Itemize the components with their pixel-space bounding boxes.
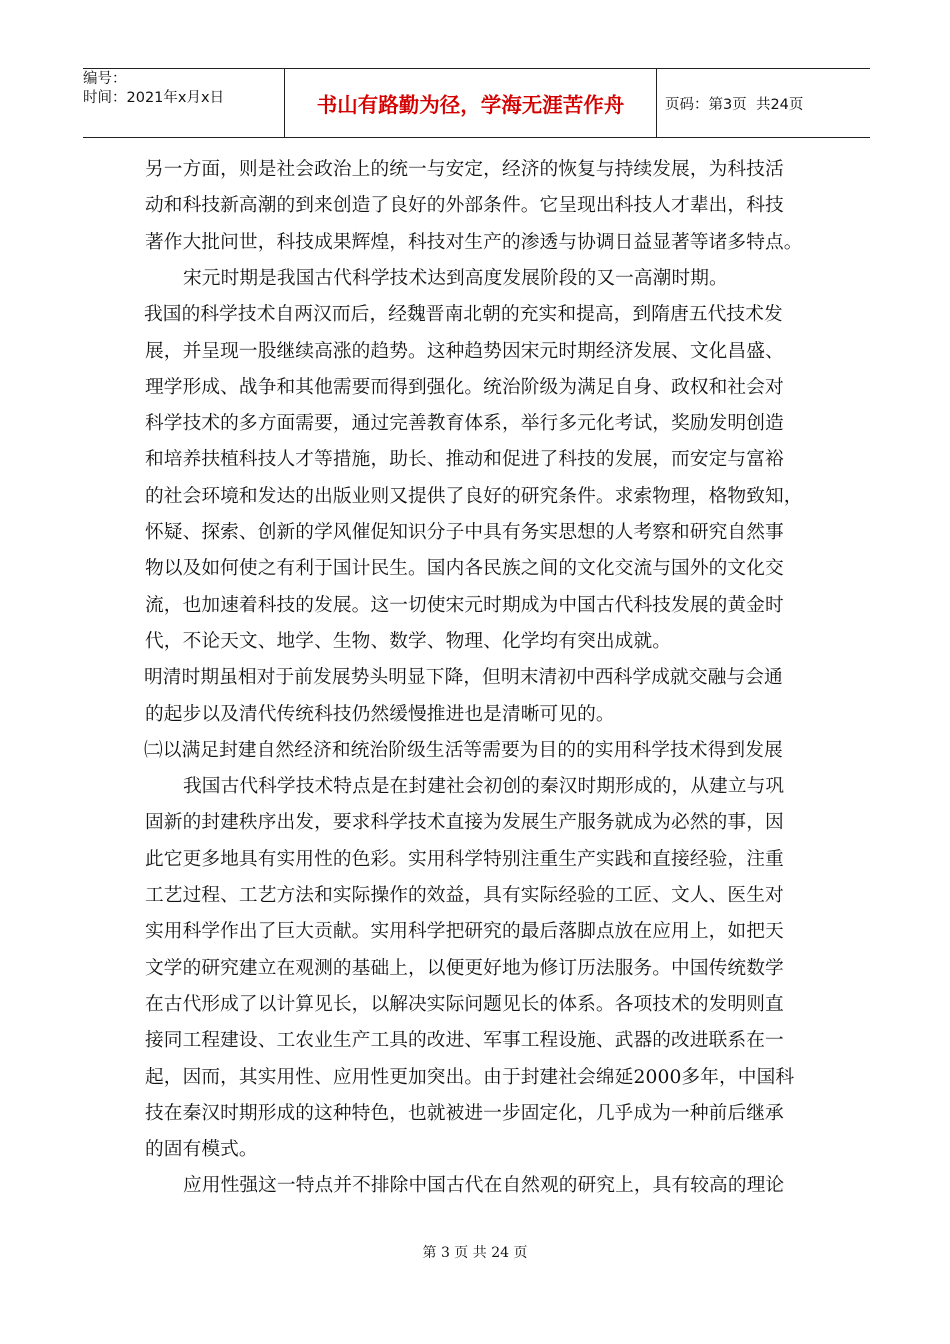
- text-line: 应用性强这一特点并不排除中国古代在自然观的研究上，具有较高的理论: [183, 1175, 785, 1197]
- text-line: 的社会环境和发达的出版业则又提供了良好的研究条件。求索物理，格物致知，: [145, 485, 803, 507]
- text-line: 怀疑、探索、创新的学风催促知识分子中具有务实思想的人考察和研究自然事: [145, 522, 784, 543]
- header-motto-cell: [285, 69, 657, 137]
- text-line: 宋元时期是我国古代科学技术达到高度发展阶段的又一高潮时期。: [183, 267, 728, 289]
- text-line: 技在秦汉时期形成的这种特色，也就被进一步固定化，几乎成为一种前后继承: [145, 1102, 784, 1124]
- number-label: 编号：: [83, 71, 127, 87]
- text-line: 实用科学作出了巨大贡献。实用科学把研究的最后落脚点放在应用上，如把天: [145, 921, 784, 943]
- header-page-cell: [657, 69, 870, 137]
- text-line: 工艺过程、工艺方法和实际操作的效益，具有实际经验的工匠、文人、医生对: [145, 885, 784, 906]
- text-line: 的起步以及清代传统科技仍然缓慢推进也是清晰可见的。: [145, 703, 615, 725]
- text-line: 理学形成、战争和其他需要而得到强化。统治阶级为满足自身、政权和社会对: [145, 376, 784, 398]
- text-line: 起，因而，其实用性、应用性更加突出。由于封建社会绵延2000多年，中国科: [145, 1066, 795, 1088]
- text-line: 我国古代科学技术特点是在封建社会初创的秦汉时期形成的，从建立与巩: [183, 776, 785, 798]
- text-line: 代，不论天文、地学、生物、数学、物理、化学均有突出成就。: [145, 630, 672, 652]
- text-line: ㈡以满足封建自然经济和统治阶级生活等需要为目的的实用科学技术得到发展: [144, 739, 783, 761]
- text-line: 物以及如何使之有利于国计民生。国内各民族之间的文化交流与国外的文化交: [145, 558, 784, 580]
- text-line: 动和科技新高潮的到来创造了良好的外部条件。它呈现出科技人才辈出，科技: [145, 195, 784, 217]
- motto-text: 书山有路勤为径，学海无涯苦作舟: [316, 93, 625, 117]
- document-header: [83, 68, 870, 138]
- text-line: 接同工程建设、工农业生产工具的改进、军事工程设施、武器的改进联系在一: [145, 1030, 784, 1052]
- text-line: 流，也加速着科技的发展。这一切使宋元时期成为中国古代科技发展的黄金时: [145, 594, 784, 616]
- text-line: 文学的研究建立在观测的基础上，以便更好地为修订历法服务。中国传统数学: [145, 957, 784, 979]
- page-footer: 第 3 页 共 24 页: [422, 1245, 528, 1261]
- text-line: 在古代形成了以计算见长，以解决实际问题见长的体系。各项技术的发明则直: [145, 993, 784, 1015]
- text-line: 的固有模式。: [145, 1139, 258, 1161]
- text-line: 明清时期虽相对于前发展势头明显下降，但明末清初中西科学成就交融与会通: [144, 667, 783, 689]
- text-line: 著作大批问世，科技成果辉煌，科技对生产的渗透与协调日益显著等诸多特点。: [145, 231, 803, 253]
- text-line: 固新的封建秩序出发，要求科学技术直接为发展生产服务就成为必然的事，因: [145, 812, 784, 834]
- text-line: 展，并呈现一股继续高涨的趋势。这种趋势因宋元时期经济发展、文化昌盛、: [145, 340, 784, 362]
- page-info: 页码：第3页 共24页: [665, 96, 804, 113]
- text-line: 我国的科学技术自两汉而后，经魏晋南北朝的充实和提高，到隋唐五代技术发: [144, 304, 783, 326]
- text-line: 此它更多地具有实用性的色彩。实用科学特别注重生产实践和直接经验，注重: [145, 848, 784, 870]
- text-line: 科学技术的多方面需要，通过完善教育体系，举行多元化考试，奖励发明创造: [145, 413, 784, 435]
- text-line: 另一方面，则是社会政治上的统一与安定，经济的恢复与持续发展，为科技活: [145, 159, 784, 180]
- text-line: 和培养扶植科技人才等措施，助长、推动和促进了科技的发展，而安定与富裕: [145, 449, 784, 471]
- time-label: 时间：2021年x月x日: [83, 90, 225, 106]
- header-meta-cell: [83, 69, 285, 137]
